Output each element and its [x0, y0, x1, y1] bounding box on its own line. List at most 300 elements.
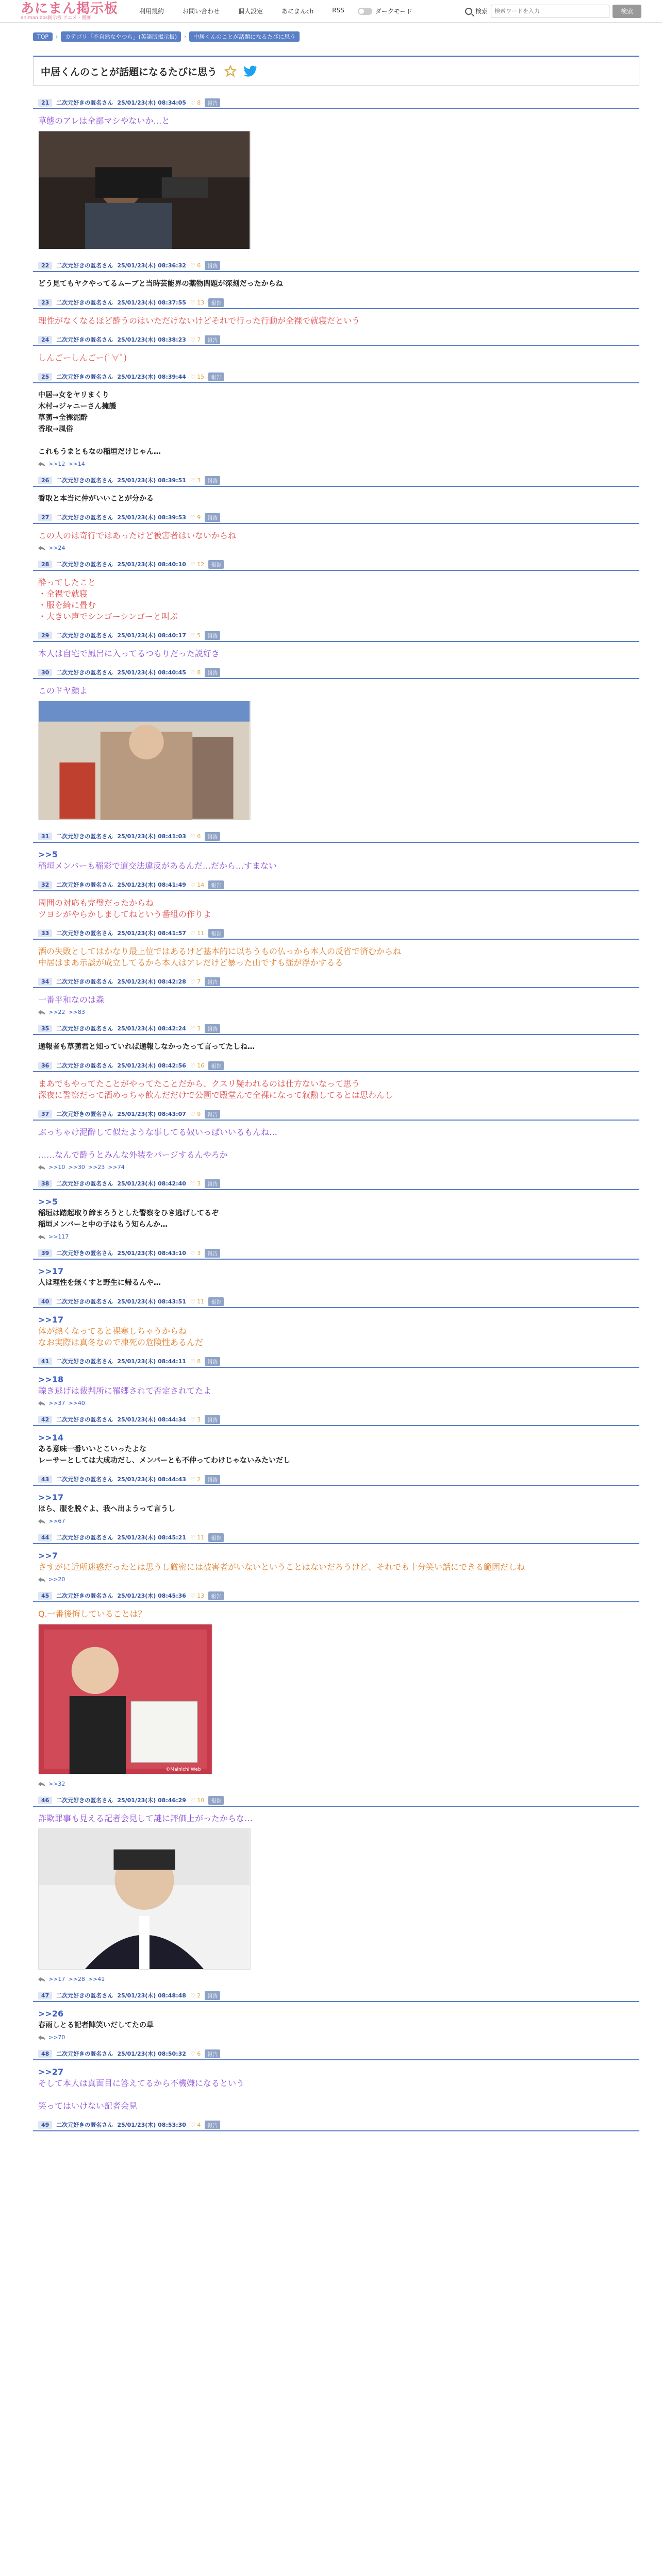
- post-text-line: ・服を綺に畳む: [38, 600, 96, 610]
- post-header: [33, 97, 639, 109]
- like-button[interactable]: ♡ 5: [190, 632, 201, 639]
- post-timestamp: 25/01/23(木) 08:39:44: [117, 374, 186, 380]
- report-button[interactable]: 報告: [205, 977, 220, 986]
- post-timestamp: 25/01/23(木) 08:46:29: [117, 1797, 186, 1804]
- site-header: [0, 0, 662, 23]
- report-button[interactable]: 報告: [205, 335, 220, 344]
- reply-anchor-link[interactable]: >>5: [38, 850, 58, 859]
- post-body: [33, 1426, 639, 1466]
- post-header: [33, 1060, 639, 1072]
- post-text-line: ・大きい声でシンゴーシンゴーと叫ぶ: [38, 612, 178, 621]
- post-header: [33, 1532, 639, 1544]
- report-button[interactable]: 報告: [205, 513, 220, 522]
- post-timestamp: 25/01/23(木) 08:40:10: [117, 561, 186, 568]
- post-number[interactable]: 32: [38, 881, 52, 889]
- report-button[interactable]: 報告: [208, 1061, 224, 1070]
- like-button[interactable]: ♡ 12: [190, 561, 205, 568]
- report-button[interactable]: 報告: [205, 98, 220, 107]
- post-header: [33, 667, 639, 679]
- poster-name: 二次元好きの匿名さん: [56, 262, 113, 269]
- poster-name: 二次元好きの匿名さん: [56, 477, 113, 484]
- post-47: [33, 1990, 639, 2041]
- post-number[interactable]: 35: [38, 1025, 52, 1032]
- post-header: [33, 831, 639, 843]
- report-button[interactable]: 報告: [205, 1475, 220, 1484]
- post-timestamp: 25/01/23(木) 08:50:32: [117, 2050, 186, 2057]
- post-22: [33, 260, 639, 290]
- report-button[interactable]: 報告: [205, 631, 220, 640]
- reply-anchor-link[interactable]: >>17: [38, 1315, 64, 1325]
- post-number[interactable]: 49: [38, 2121, 52, 2129]
- nav-terms[interactable]: 利用規約: [139, 8, 164, 15]
- poster-name: 二次元好きの匿名さん: [56, 1592, 113, 1599]
- poster-name: 二次元好きの匿名さん: [56, 930, 113, 937]
- like-button[interactable]: ♡ 11: [190, 1534, 205, 1541]
- reply-anchor-link[interactable]: >>7: [38, 1551, 58, 1561]
- post-body: [33, 383, 639, 457]
- toggle-switch[interactable]: [358, 8, 372, 15]
- post-text-line: ・全裸で就寝: [38, 589, 88, 599]
- like-button[interactable]: ♡ 16: [190, 1062, 205, 1069]
- post-number[interactable]: 36: [38, 1062, 52, 1070]
- reply-link[interactable]: >>67: [48, 1518, 65, 1524]
- post-number[interactable]: 37: [38, 1110, 52, 1118]
- poster-name: 二次元好きの匿名さん: [56, 1250, 113, 1257]
- like-button[interactable]: ♡ 6: [190, 833, 201, 840]
- reply-link[interactable]: >>10: [48, 1164, 65, 1171]
- post-header: [33, 630, 639, 642]
- post-body: [33, 891, 639, 920]
- post-number[interactable]: 43: [38, 1476, 52, 1483]
- post-timestamp: 25/01/23(木) 08:40:45: [117, 669, 186, 676]
- post-text-line: 草彅→全裸泥酔: [38, 414, 88, 422]
- post-header: [33, 474, 639, 487]
- post-text-line: 稲垣メンバーと中の子はもう知らんか…: [38, 1221, 168, 1229]
- report-button[interactable]: 報告: [208, 298, 224, 307]
- post-replies: [33, 1973, 639, 1982]
- report-button[interactable]: 報告: [205, 476, 220, 485]
- post-text-line: 笑ってはいけない記者会見: [38, 2101, 138, 2111]
- post-timestamp: 25/01/23(木) 08:42:28: [117, 978, 186, 985]
- photo-tv-image[interactable]: [38, 701, 251, 820]
- report-button[interactable]: 報告: [205, 1179, 220, 1188]
- poster-name: 二次元好きの匿名さん: [56, 2050, 113, 2057]
- post-number[interactable]: 30: [38, 669, 52, 676]
- post-timestamp: 25/01/23(木) 08:39:53: [117, 514, 186, 521]
- post-number[interactable]: 41: [38, 1358, 52, 1365]
- post-number[interactable]: 25: [38, 373, 52, 381]
- reply-icon: [38, 1577, 45, 1582]
- report-button[interactable]: 報告: [208, 560, 224, 569]
- post-text-line: 春雨しとる記者陣笑いだしてたの草: [38, 2021, 154, 2029]
- post-replies: [33, 2031, 639, 2041]
- poster-name: 二次元好きの匿名さん: [56, 1111, 113, 1117]
- post-text-line: 理性がなくなるほど酔うのはいただけないけどそれで行った行動が全裸で就寝だという: [38, 316, 360, 326]
- reply-icon: [38, 1782, 45, 1787]
- reply-link[interactable]: >>23: [88, 1164, 105, 1171]
- like-button[interactable]: ♡ 14: [190, 881, 205, 888]
- post-29: [33, 630, 639, 659]
- post-38: [33, 1178, 639, 1240]
- post-number[interactable]: 24: [38, 336, 52, 344]
- poster-name: 二次元好きの匿名さん: [56, 1797, 113, 1804]
- like-button[interactable]: ♡ 13: [190, 1592, 205, 1599]
- report-button[interactable]: 報告: [205, 261, 220, 270]
- post-number[interactable]: 45: [38, 1592, 52, 1600]
- post-text-line: これもうまともなの稲垣だけじゃん…: [38, 448, 161, 456]
- reply-icon: [38, 546, 45, 551]
- post-text-line: 酒の失敗としてはかなり最上位ではあるけど基本的に以ちうもの仏っから本人の反省で済むからね: [38, 946, 402, 956]
- post-number[interactable]: 48: [38, 2050, 52, 2058]
- post-number[interactable]: 22: [38, 262, 52, 269]
- post-body: [33, 1121, 639, 1161]
- post-header: [33, 1414, 639, 1426]
- post-timestamp: 25/01/23(木) 08:40:17: [117, 632, 186, 639]
- nav-rss[interactable]: RSS: [332, 7, 344, 14]
- report-button[interactable]: 報告: [205, 1991, 220, 2000]
- post-body: [33, 109, 639, 252]
- post-text-line: この人のは奇行ではあったけど被害者はいないからね: [38, 531, 236, 540]
- post-header: [33, 512, 639, 524]
- post-number[interactable]: 40: [38, 1298, 52, 1306]
- post-body: [33, 309, 639, 327]
- post-36: [33, 1060, 639, 1101]
- report-button[interactable]: 報告: [205, 1415, 220, 1424]
- post-text-line: 通報者も草彅君と知っていれば通報しなかったって言ってたしね…: [38, 1043, 255, 1051]
- report-button[interactable]: 報告: [208, 1297, 224, 1306]
- like-button[interactable]: ♡ 8: [190, 99, 201, 106]
- post-header: [33, 976, 639, 988]
- poster-name: 二次元好きの匿名さん: [56, 514, 113, 521]
- post-replies: [33, 1397, 639, 1406]
- post-text-line: ほら、服を脱ぐよ、我へ出ようって言うし: [38, 1505, 175, 1513]
- reply-icon: [38, 1977, 45, 1982]
- like-button[interactable]: ♡ 4: [190, 2121, 201, 2128]
- twitter-icon[interactable]: [244, 65, 257, 77]
- breadcrumb-category[interactable]: カテゴリ「不自然なやつら」(英語版掲示板): [61, 31, 181, 42]
- post-timestamp: 25/01/23(木) 08:42:24: [117, 1025, 186, 1032]
- post-number[interactable]: 27: [38, 514, 52, 521]
- search-icon: [465, 8, 472, 15]
- post-text-line: 香取と本当に仲がいいことが分かる: [38, 495, 154, 503]
- post-31: [33, 831, 639, 872]
- post-timestamp: 25/01/23(木) 08:41:03: [117, 833, 186, 840]
- poster-name: 二次元好きの匿名さん: [56, 374, 113, 380]
- like-button[interactable]: ♡ 11: [190, 1298, 205, 1305]
- reply-link[interactable]: >>74: [108, 1164, 125, 1171]
- post-timestamp: 25/01/23(木) 08:41:49: [117, 882, 186, 888]
- poster-name: 二次元好きの匿名さん: [56, 1358, 113, 1365]
- breadcrumb-top[interactable]: TOP: [33, 32, 53, 41]
- post-27: [33, 512, 639, 551]
- post-body: [33, 2060, 639, 2112]
- post-text-line: 深夜に警察だって酒めっちゃ飲んだだけで公園で殿堂んで全裸になって叙勲してるとは思わんし: [38, 1090, 393, 1100]
- like-button[interactable]: ♡ 2: [190, 1476, 201, 1483]
- report-button[interactable]: 報告: [205, 1357, 220, 1366]
- post-number[interactable]: 44: [38, 1534, 52, 1541]
- post-text-line: 轢き逃げは裁判所に罹郷されて否定されてたよ: [38, 1386, 212, 1396]
- post-replies: [33, 1161, 639, 1171]
- post-replies: [33, 1006, 639, 1015]
- report-button[interactable]: 報告: [205, 1110, 220, 1118]
- post-number[interactable]: 21: [38, 99, 52, 107]
- post-header: [33, 260, 639, 272]
- reply-link[interactable]: >>17: [48, 1976, 65, 1982]
- post-text-line: 酔ってしたこと: [38, 578, 96, 587]
- post-26: [33, 474, 639, 504]
- post-text-line: [38, 2089, 639, 2100]
- post-text-line: 香取→風俗: [38, 425, 73, 433]
- post-body: [33, 1190, 639, 1230]
- post-timestamp: 25/01/23(木) 08:45:21: [117, 1534, 186, 1541]
- post-34: [33, 976, 639, 1015]
- post-replies: [33, 457, 639, 467]
- star-icon[interactable]: [224, 65, 237, 77]
- reply-link[interactable]: >>32: [48, 1781, 65, 1787]
- post-30: [33, 667, 639, 823]
- like-button[interactable]: ♡ 9: [190, 1110, 201, 1117]
- reply-link[interactable]: >>20: [48, 1576, 65, 1583]
- post-timestamp: 25/01/23(木) 08:44:11: [117, 1358, 186, 1365]
- poster-name: 二次元好きの匿名さん: [56, 632, 113, 639]
- reply-anchor-link[interactable]: >>17: [38, 1493, 64, 1502]
- poster-name: 二次元好きの匿名さん: [56, 882, 113, 888]
- post-text-line: このドヤ顔よ: [38, 686, 88, 696]
- chevron-right-icon: ›: [56, 33, 58, 40]
- like-button[interactable]: ♡ 8: [190, 1358, 201, 1365]
- post-text-line: ……なんで酔うとみんな外装をパージするんやろか: [38, 1150, 228, 1160]
- report-button[interactable]: 報告: [205, 1249, 220, 1258]
- post-number[interactable]: 29: [38, 632, 52, 639]
- reply-link[interactable]: >>70: [48, 2034, 65, 2041]
- image-caption: ©Mainichi Web: [166, 1767, 201, 1773]
- post-timestamp: 25/01/23(木) 08:36:32: [117, 262, 186, 269]
- poster-name: 二次元好きの匿名さん: [56, 1298, 113, 1305]
- like-button[interactable]: ♡ 15: [190, 373, 205, 380]
- post-number[interactable]: 26: [38, 477, 52, 484]
- poster-name: 二次元好きの匿名さん: [56, 99, 113, 106]
- reply-icon: [38, 1010, 45, 1015]
- main-nav: [139, 7, 344, 15]
- post-body: [33, 2002, 639, 2031]
- post-text-line: 一番平和なのは森: [38, 995, 105, 1005]
- reply-link[interactable]: >>41: [88, 1976, 105, 1982]
- reply-anchor-link[interactable]: >>17: [38, 1266, 64, 1276]
- post-body: [33, 346, 639, 364]
- reply-link[interactable]: >>40: [68, 1400, 85, 1406]
- poster-name: 二次元好きの匿名さん: [56, 561, 113, 568]
- poster-name: 二次元好きの匿名さん: [56, 833, 113, 840]
- post-number[interactable]: 23: [38, 299, 52, 307]
- post-text-line: Q.一番後悔していることは？: [38, 1609, 146, 1619]
- post-23: [33, 297, 639, 327]
- like-button[interactable]: ♡ 3: [190, 1180, 201, 1187]
- post-replies: [33, 541, 639, 551]
- like-button[interactable]: ♡ 7: [190, 978, 201, 985]
- report-button[interactable]: 報告: [208, 1796, 224, 1805]
- report-button[interactable]: 報告: [208, 372, 224, 381]
- post-28: [33, 558, 639, 622]
- reply-link[interactable]: >>22: [48, 1009, 65, 1015]
- post-46: [33, 1794, 639, 1982]
- post-40: [33, 1296, 639, 1348]
- post-body: [33, 524, 639, 541]
- poster-name: 二次元好きの匿名さん: [56, 1025, 113, 1032]
- post-header: [33, 2048, 639, 2060]
- post-timestamp: 25/01/23(木) 08:45:36: [117, 1592, 186, 1599]
- post-41: [33, 1355, 639, 1406]
- post-replies: [33, 1777, 639, 1787]
- post-text-line: 稲垣は踏起取り締まろうとした警察をひき逃げしてるぞ: [38, 1209, 219, 1217]
- site-logo[interactable]: [21, 2, 129, 21]
- post-text-line: 人は理性を無くすと野生に帰るんや…: [38, 1279, 161, 1287]
- post-body: [33, 679, 639, 823]
- like-button[interactable]: ♡ 13: [190, 299, 205, 306]
- post-number[interactable]: 46: [38, 1797, 52, 1804]
- like-button[interactable]: ♡ 6: [190, 2050, 201, 2057]
- post-number[interactable]: 39: [38, 1249, 52, 1257]
- reply-anchor-link[interactable]: >>5: [38, 1197, 58, 1207]
- post-header: [33, 1178, 639, 1190]
- like-button[interactable]: ♡ 10: [190, 1797, 205, 1804]
- post-text-line: そして本人は真面目に答えてるから不機嫌になるという: [38, 2078, 245, 2088]
- post-number[interactable]: 34: [38, 978, 52, 986]
- thread-title-box: [33, 56, 639, 86]
- search-input[interactable]: [491, 5, 609, 18]
- post-list: [33, 97, 639, 2139]
- post-body: [33, 1486, 639, 1515]
- reply-anchor-link[interactable]: >>27: [38, 2067, 64, 2077]
- reply-anchor-link[interactable]: >>14: [38, 1433, 64, 1443]
- like-button[interactable]: ♡ 3: [190, 1416, 201, 1423]
- post-21: [33, 97, 639, 252]
- post-timestamp: 25/01/23(木) 08:34:05: [117, 99, 186, 106]
- reply-anchor-link[interactable]: >>18: [38, 1375, 64, 1384]
- post-header: [33, 1355, 639, 1368]
- post-number[interactable]: 31: [38, 833, 52, 840]
- reply-link[interactable]: >>83: [68, 1009, 85, 1015]
- post-body: [33, 1807, 639, 1973]
- post-header: [33, 1590, 639, 1602]
- like-button[interactable]: ♡ 11: [190, 929, 205, 937]
- post-timestamp: 25/01/23(木) 08:43:10: [117, 1250, 186, 1257]
- photo-press-image[interactable]: [38, 1828, 251, 1970]
- reply-link[interactable]: >>24: [48, 545, 65, 551]
- reply-anchor-link[interactable]: >>26: [38, 2009, 64, 2019]
- report-button[interactable]: 報告: [205, 832, 220, 841]
- post-number[interactable]: 47: [38, 1992, 52, 1999]
- post-number[interactable]: 42: [38, 1416, 52, 1423]
- report-button[interactable]: 報告: [205, 2121, 220, 2129]
- post-body: [33, 1072, 639, 1101]
- poster-name: 二次元好きの匿名さん: [56, 1180, 113, 1187]
- report-button[interactable]: 報告: [205, 668, 220, 677]
- post-text-line: [38, 435, 639, 446]
- post-text-line: なお実際は真冬なので凍死の危険性あるんだ: [38, 1337, 204, 1347]
- photo-cameraman-image[interactable]: [38, 131, 251, 249]
- post-header: [33, 297, 639, 309]
- post-replies: [33, 1573, 639, 1583]
- post-header: [33, 1990, 639, 2002]
- nav-contact[interactable]: お問い合わせ: [183, 8, 220, 15]
- dark-mode-toggle[interactable]: [358, 7, 412, 15]
- like-button[interactable]: ♡ 6: [190, 262, 201, 269]
- post-number[interactable]: 38: [38, 1180, 52, 1188]
- post-timestamp: 25/01/23(木) 08:44:43: [117, 1476, 186, 1483]
- nav-settings[interactable]: 個人設定: [238, 8, 263, 15]
- poster-name: 二次元好きの匿名さん: [56, 299, 113, 306]
- breadcrumb-thread[interactable]: 中居くんのことが話題になるたびに思う: [189, 31, 300, 42]
- nav-animanch[interactable]: あにまんch: [282, 8, 314, 15]
- report-button[interactable]: 報告: [208, 880, 224, 889]
- report-button[interactable]: 報告: [205, 2049, 220, 2058]
- report-button[interactable]: 報告: [208, 1533, 224, 1542]
- reply-link[interactable]: >>30: [68, 1164, 85, 1171]
- post-header: [33, 2119, 639, 2131]
- post-timestamp: 25/01/23(木) 08:38:23: [117, 336, 186, 343]
- post-44: [33, 1532, 639, 1583]
- post-timestamp: 25/01/23(木) 08:42:40: [117, 1180, 186, 1187]
- search-button[interactable]: 検索: [613, 5, 641, 18]
- reply-link[interactable]: >>37: [48, 1400, 65, 1406]
- post-text-line: 稲垣メンバーも稲彩で道交法違反があるんだ…だから…すまない: [38, 861, 277, 871]
- post-text-line: ぶっちゃけ泥酔して似たような事してる奴いっぱいいるもんね…: [38, 1127, 278, 1137]
- post-header: [33, 1794, 639, 1807]
- post-text-line: どう見てもヤクやってるムーブと当時芸能界の薬物問題が深刻だったからね: [38, 280, 283, 288]
- logo-sub-text: animan bbs掲示板 アニメ・漫画: [21, 15, 91, 21]
- poster-name: 二次元好きの匿名さん: [56, 1534, 113, 1541]
- post-33: [33, 927, 639, 969]
- post-text-line: しんごーしんごー(ﾟ∀ﾟ): [38, 353, 127, 363]
- post-49: [33, 2119, 639, 2131]
- like-button[interactable]: ♡ 3: [190, 1249, 201, 1257]
- search-label: 検索: [475, 8, 488, 15]
- poster-name: 二次元好きの匿名さん: [56, 978, 113, 985]
- like-button[interactable]: ♡ 9: [190, 514, 201, 521]
- post-24: [33, 334, 639, 364]
- post-number[interactable]: 28: [38, 561, 52, 568]
- reply-link[interactable]: >>14: [68, 461, 85, 467]
- like-button[interactable]: ♡ 3: [190, 477, 201, 484]
- post-text-line: [38, 1138, 639, 1149]
- post-timestamp: 25/01/23(木) 08:48:48: [117, 1992, 186, 1999]
- post-timestamp: 25/01/23(木) 08:43:07: [117, 1111, 186, 1117]
- like-button[interactable]: ♡ 8: [190, 669, 201, 676]
- like-button[interactable]: ♡ 3: [190, 1025, 201, 1032]
- post-replies: [33, 1515, 639, 1524]
- post-text-line: 本人は自宅で風呂に入ってるつもりだった説好き: [38, 649, 220, 658]
- post-number[interactable]: 33: [38, 929, 52, 937]
- post-header: [33, 1108, 639, 1121]
- post-replies: [33, 1230, 639, 1240]
- post-timestamp: 25/01/23(木) 08:41:57: [117, 930, 186, 937]
- report-button[interactable]: 報告: [208, 1591, 224, 1600]
- post-timestamp: 25/01/23(木) 08:53:30: [117, 2122, 186, 2128]
- breadcrumb: [0, 23, 662, 43]
- report-button[interactable]: 報告: [208, 929, 224, 938]
- post-header: [33, 1296, 639, 1308]
- like-button[interactable]: ♡ 7: [190, 336, 201, 343]
- like-button[interactable]: ♡ 2: [190, 1992, 201, 1999]
- poster-name: 二次元好きの匿名さん: [56, 1416, 113, 1423]
- post-header: [33, 879, 639, 891]
- reply-link[interactable]: >>12: [48, 461, 65, 467]
- post-timestamp: 25/01/23(木) 08:44:34: [117, 1416, 186, 1423]
- photo-board-image[interactable]: [38, 1624, 212, 1774]
- report-button[interactable]: 報告: [205, 1024, 220, 1033]
- reply-link[interactable]: >>117: [48, 1233, 69, 1240]
- reply-link[interactable]: >>28: [68, 1976, 85, 1982]
